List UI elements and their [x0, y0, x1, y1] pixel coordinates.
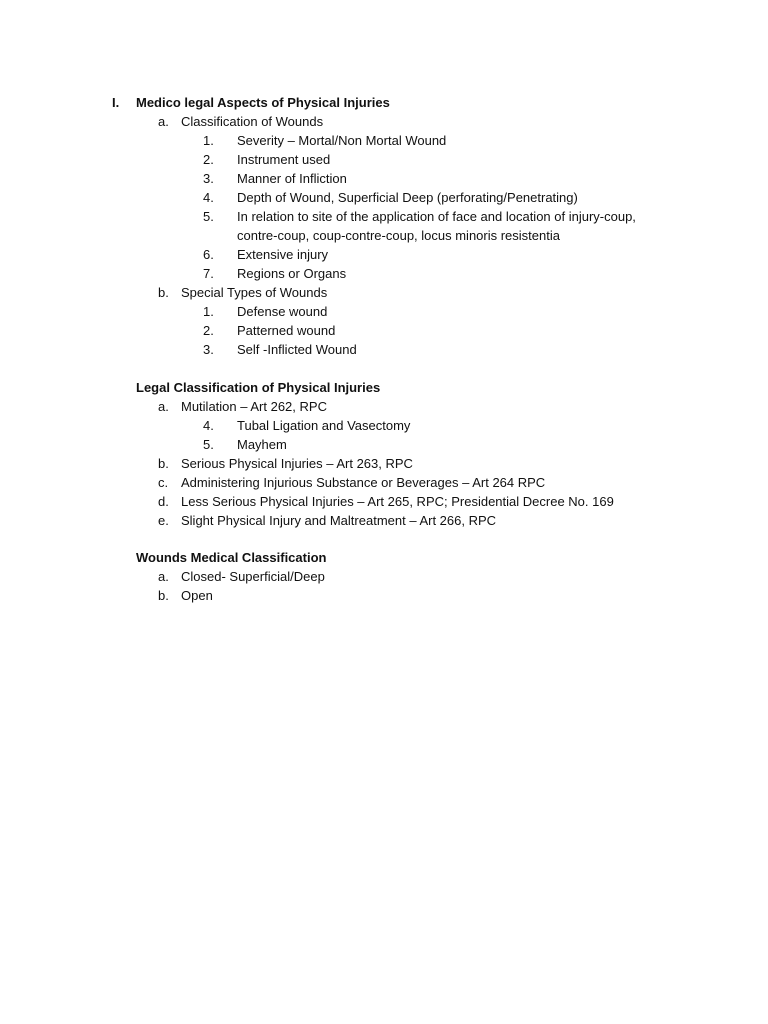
item-text: Extensive injury [237, 247, 329, 262]
item-marker: 4. [203, 418, 214, 433]
item-marker: c. [158, 475, 169, 490]
item-marker: 5. [203, 437, 214, 452]
item-marker: 4. [203, 190, 214, 205]
item-label: Special Types of Wounds [181, 285, 328, 300]
item-text: Instrument used [237, 152, 331, 167]
item-marker: 3. [203, 171, 214, 186]
item-label: Mutilation – Art 262, RPC [181, 399, 327, 414]
item-marker: a. [158, 399, 169, 414]
item-text: Defense wound [237, 304, 328, 319]
item-marker: 2. [203, 152, 214, 167]
item-text: In relation to site of the application of face and location of injury-coup, [237, 209, 636, 224]
item-label: Less Serious Physical Injuries – Art 265, RPC; Presidential Decree No. 169 [181, 494, 614, 509]
item-text: Tubal Ligation and Vasectomy [237, 418, 411, 433]
item-label: Classification of Wounds [181, 114, 324, 129]
item-marker: d. [158, 494, 169, 509]
item-label: Slight Physical Injury and Maltreatment – Art 266, RPC [181, 513, 497, 528]
item-marker: 2. [203, 323, 214, 338]
item-text: Regions or Organs [237, 266, 347, 281]
item-text: Patterned wound [237, 323, 336, 338]
item-marker: 1. [203, 133, 214, 148]
section-marker: I. [112, 95, 120, 110]
item-text: Manner of Infliction [237, 171, 347, 186]
item-marker: 7. [203, 266, 214, 281]
item-text: Mayhem [237, 437, 287, 452]
section-title: Wounds Medical Classification [136, 550, 327, 565]
item-marker: 5. [203, 209, 214, 224]
item-text: Depth of Wound, Superficial Deep (perforating/Penetrating) [237, 190, 578, 205]
item-text: contre-coup, coup-contre-coup, locus minoris resistentia [237, 228, 560, 243]
item-label: Open [181, 588, 213, 603]
item-marker: 3. [203, 342, 214, 357]
item-marker: a. [158, 114, 169, 129]
item-marker: b. [158, 285, 169, 300]
item-label: Administering Injurious Substance or Beverages – Art 264 RPC [181, 475, 546, 490]
section-title: Medico legal Aspects of Physical Injuries [136, 95, 390, 110]
item-marker: e. [158, 513, 169, 528]
item-label: Closed- Superficial/Deep [181, 569, 325, 584]
item-text: Severity – Mortal/Non Mortal Wound [237, 133, 447, 148]
section-title: Legal Classification of Physical Injuries [136, 380, 381, 395]
item-marker: b. [158, 588, 169, 603]
item-marker: 1. [203, 304, 214, 319]
item-marker: b. [158, 456, 169, 471]
item-marker: a. [158, 569, 169, 584]
item-label: Serious Physical Injuries – Art 263, RPC [181, 456, 413, 471]
item-marker: 6. [203, 247, 214, 262]
item-text: Self -Inflicted Wound [237, 342, 357, 357]
